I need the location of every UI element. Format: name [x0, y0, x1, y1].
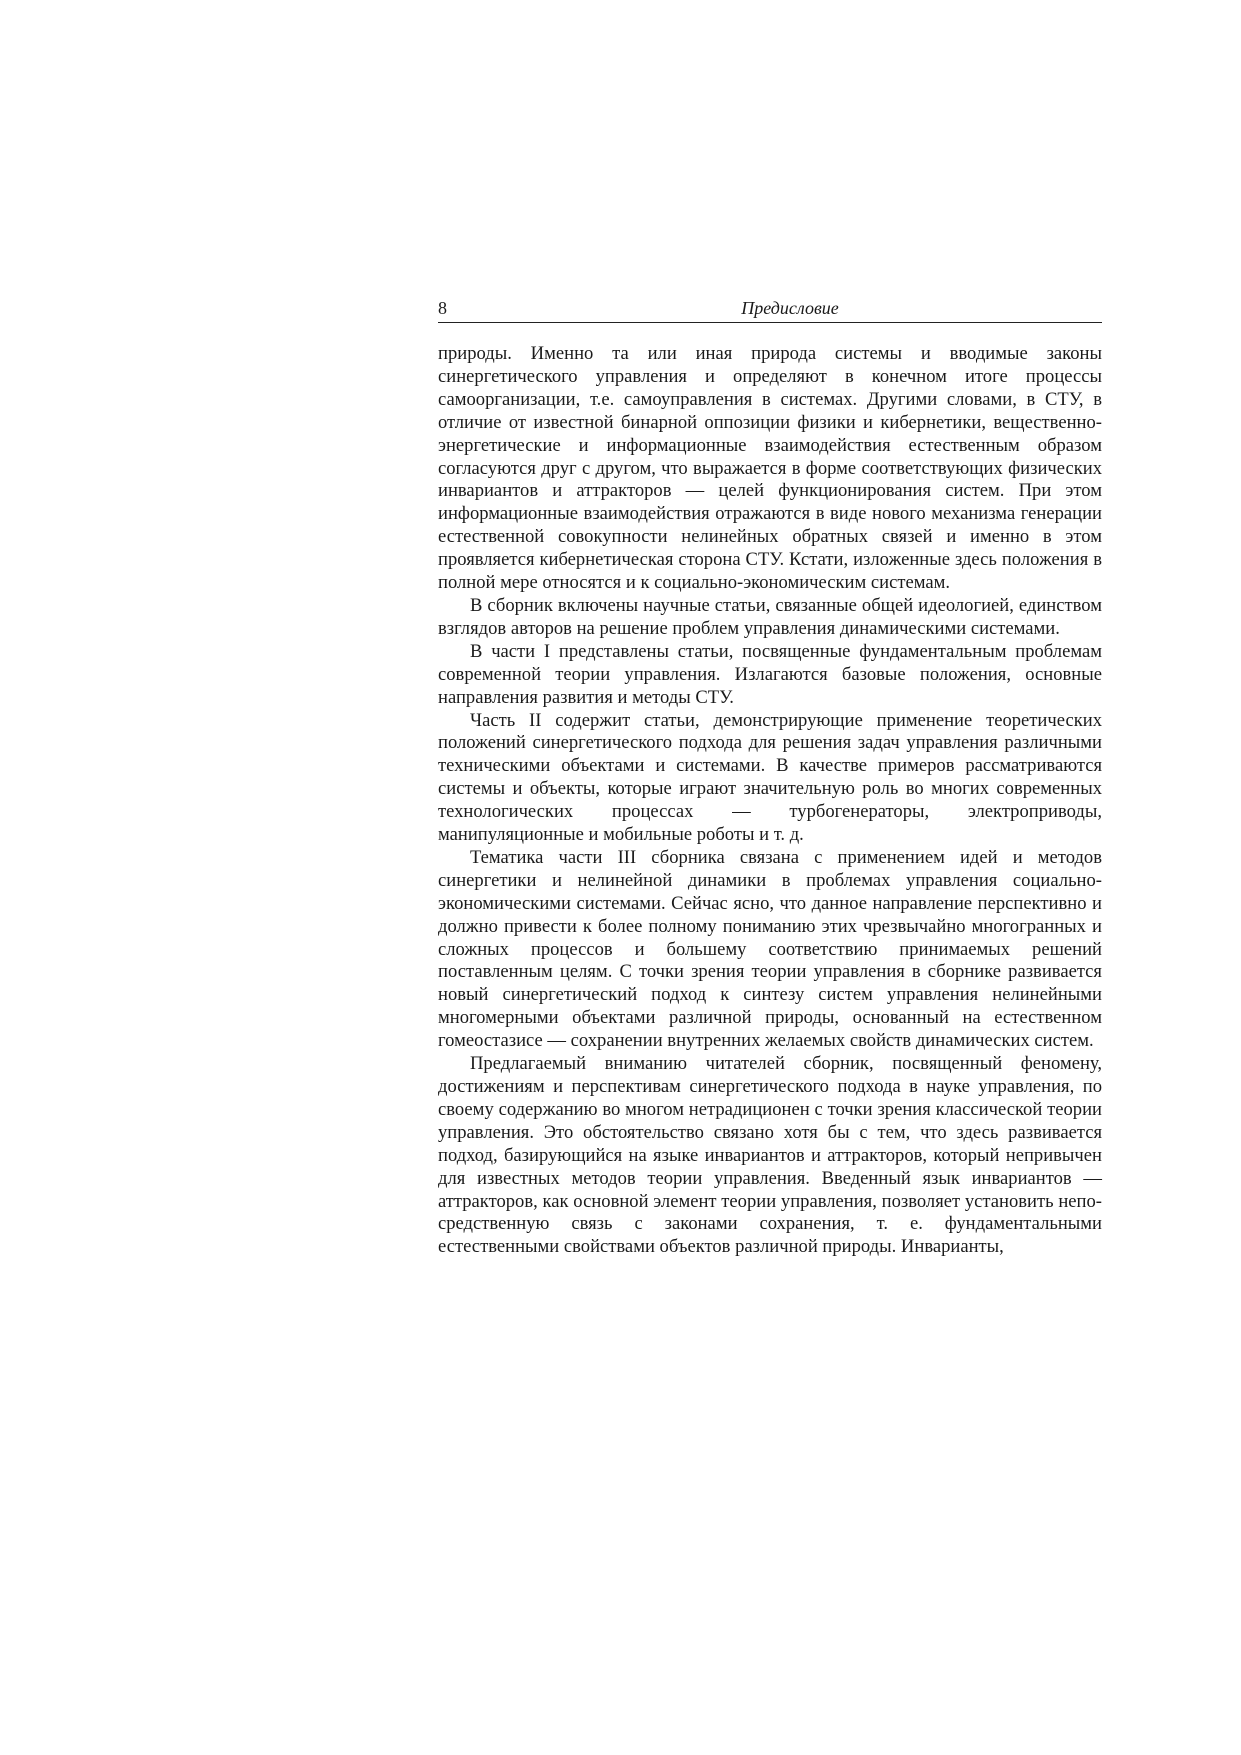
running-title: Предисловие	[741, 298, 839, 318]
paragraph: Предлагаемый вниманию читателей сборник, посвященный феномену, достижениям и перспективам синергетического подхода в науке управления, по своему содержанию во многом нетрадиционен с точки зрения классической теории управления. Это обстоятельство связано хотя бы с тем, что здесь развивается подход, базирующийся на языке инвариантов и аттракторов, который непривычен для известных методов теории управления. Введенный язык инвариантов — аттракторов, как основной элемент теории управления, позволяет установить непосредственную связь с законами сохранения, т. е. фундаментальными естественными свойствами объектов различной природы. Инварианты,	[438, 1053, 1102, 1258]
page-header	[438, 296, 1102, 323]
body-text	[438, 343, 1102, 1259]
paragraph: Тематика части III сборника связана с применением идей и методов синергетики и нелинейной динамики в проблемах управления социально-экономическими системами. Сейчас ясно, что данное направление перспективно и должно привести к более полному пониманию этих чрезвычайно многогранных и сложных процессов и большему соответствию принимаемых решений поставленным целям. С точки зрения теории управления в сборнике развивается новый синергетический подход к синтезу систем управления нелинейными многомерными объектами различной природы, основанный на естественном гомеостазисе — сохранении внутренних желаемых свойств динамических систем.	[438, 846, 1102, 1052]
book-page	[438, 296, 1102, 1259]
page-number: 8	[438, 298, 447, 318]
paragraph: В сборник включены научные статьи, связанные общей идеологией, единством взглядов авторов на решение проблем управления динамическими системами.	[438, 594, 1102, 639]
paragraph: В части I представлены статьи, посвященные фундаментальным проблемам современной теории управления. Излагаются базовые положения, основные направления развития и методы СТУ.	[438, 640, 1102, 708]
paragraph: Часть II содержит статьи, демонстрирующие применение теоретических положений синергетического подхода для решения задач управления различными техническими объектами и системами. В качестве примеров рассматриваются системы и объекты, которые играют значительную роль во многих современных технологических процессах — турбогенераторы, электроприводы, манипуляционные и мобильные роботы и т. д.	[438, 709, 1102, 846]
paragraph: природы. Именно та или иная природа системы и вводимые законы синергетического управления и определяют в конечном итоге процессы самоорганизации, т.е. самоуправления в системах. Другими словами, в СТУ, в отличие от известной бинарной оппозиции физики и кибернетики, вещественно-энергетические и информационные взаимодействия естественным образом согласуются друг с другом, что выражается в форме соответствующих физических инвариантов и аттракторов — целей функционирования систем. При этом информационные взаимодействия отражаются в виде нового механизма генерации естественной совокупности нелинейных обратных связей и именно в этом проявляется кибернетическая сторона СТУ. Кстати, изложенные здесь положения в полной мере относятся и к социально-экономическим системам.	[438, 343, 1102, 594]
